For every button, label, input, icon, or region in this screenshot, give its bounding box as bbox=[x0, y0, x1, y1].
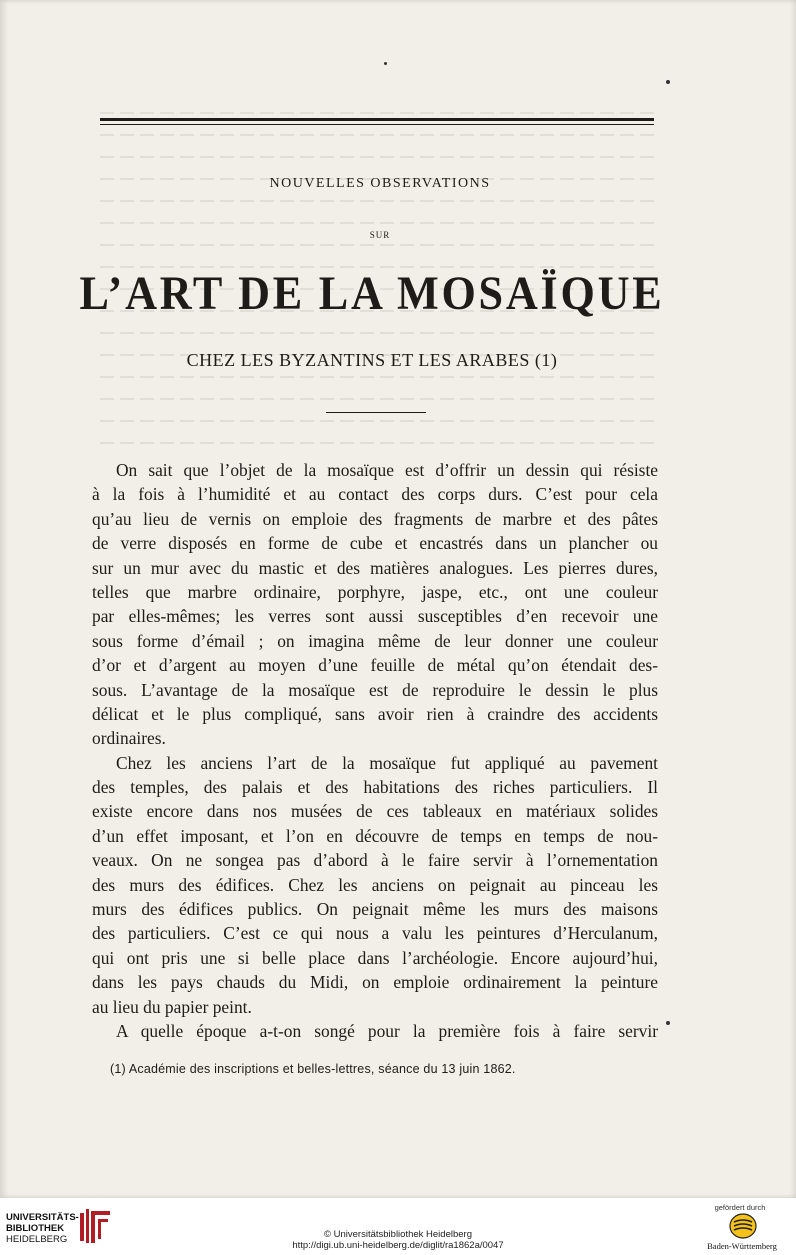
body-line: sous. L’avantage de la mosaïque est de reproduire le dessin le plus bbox=[92, 679, 658, 700]
library-name-line: UNIVERSITÄTS- bbox=[6, 1212, 79, 1223]
body-line: par elles-mêmes; les verres sont aussi susceptibles d’en recevoir une bbox=[92, 606, 658, 627]
body-line: existe encore dans nos musées de ces tableaux en matériaux solides bbox=[92, 801, 658, 822]
copyright-notice bbox=[0, 1229, 796, 1251]
title-separator bbox=[326, 412, 426, 413]
copyright-text: © Universitätsbibliothek Heidelberg bbox=[324, 1229, 472, 1240]
state-crest-icon bbox=[726, 1212, 760, 1240]
header-rule-thick bbox=[100, 118, 654, 121]
sponsor-name: Baden-Württemberg bbox=[707, 1241, 777, 1251]
article-title: L’ART DE LA MOSAÏQUE bbox=[79, 267, 665, 320]
article-subtitle: CHEZ LES BYZANTINS ET LES ARABES (1) bbox=[186, 350, 558, 370]
body-line: A quelle époque a-t-on songé pour la première fois à faire servir bbox=[116, 1020, 658, 1041]
body-line: sous forme d’émail ; on imagina même de leur donner une couleur bbox=[92, 630, 658, 651]
body-line: au lieu du papier peint. bbox=[92, 996, 252, 1017]
body-line: d’or et d’argent au moyen d’une feuille de métal qu’on étendait des- bbox=[92, 655, 658, 676]
speck bbox=[384, 62, 387, 65]
speck bbox=[666, 80, 670, 84]
body-line: veaux. On ne songea pas d’abord à le faire servir à l’ornementation bbox=[92, 850, 658, 871]
body-line: sur un mur avec du mastic et des matières analogues. Les pierres dures, bbox=[92, 557, 658, 578]
body-line: dans les pays chauds du Midi, on emploie ordinairement la peinture bbox=[92, 972, 658, 993]
body-line: qu’au lieu de vernis on emploie des fragments de marbre et des pâtes bbox=[92, 508, 658, 529]
body-line: des temples, des palais et des habitations des riches particuliers. Il bbox=[92, 777, 658, 798]
body-line: à la fois à l’humidité et au contact des corps durs. C’est pour cela bbox=[92, 484, 658, 505]
body-line: On sait que l’objet de la mosaïque est d’offrir un dessin qui résiste bbox=[116, 460, 658, 480]
body-line: Chez les anciens l’art de la mosaïque fut appliqué au pavement bbox=[116, 752, 658, 773]
permalink[interactable]: http://digi.ub.uni-heidelberg.de/diglit/ra1862a/0047 bbox=[292, 1240, 504, 1251]
series-heading: NOUVELLES OBSERVATIONS bbox=[269, 176, 491, 191]
body-text bbox=[92, 458, 658, 1043]
speck bbox=[666, 1021, 670, 1025]
sponsor-label: gefördert durch bbox=[714, 1203, 766, 1212]
library-name-line: HEIDELBERG bbox=[6, 1234, 68, 1245]
footnote: (1) Académie des inscriptions et belles-lettres, séance du 13 juin 1862. bbox=[110, 1062, 516, 1076]
preposition-heading: SUR bbox=[369, 230, 391, 240]
body-line: de verre disposés en forme de cube et encastrés dans un plancher ou bbox=[92, 533, 658, 554]
body-line: telles que marbre ordinaire, porphyre, jaspe, etc., ont une couleur bbox=[92, 581, 658, 602]
body-line: ordinaires. bbox=[92, 728, 166, 749]
library-name-line: BIBLIOTHEK bbox=[6, 1223, 65, 1234]
header-rule-thin bbox=[100, 124, 654, 125]
body-line: délicat et le plus compliqué, sans avoir rien à craindre des accidents bbox=[92, 703, 658, 724]
body-line: murs des édifices publics. On peignait même les murs des maisons bbox=[92, 899, 658, 920]
body-line: d’un effet imposant, et l’on en découvre de temps en temps de nou- bbox=[92, 825, 658, 846]
body-line: qui ont pris une si belle place dans l’archéologie. Encore aujourd’hui, bbox=[92, 947, 658, 968]
body-line: des particuliers. C’est ce qui nous a valu les peintures d’Herculanum, bbox=[92, 923, 658, 944]
body-line: des murs des édifices. Chez les anciens on peignait au pinceau les bbox=[92, 874, 658, 895]
